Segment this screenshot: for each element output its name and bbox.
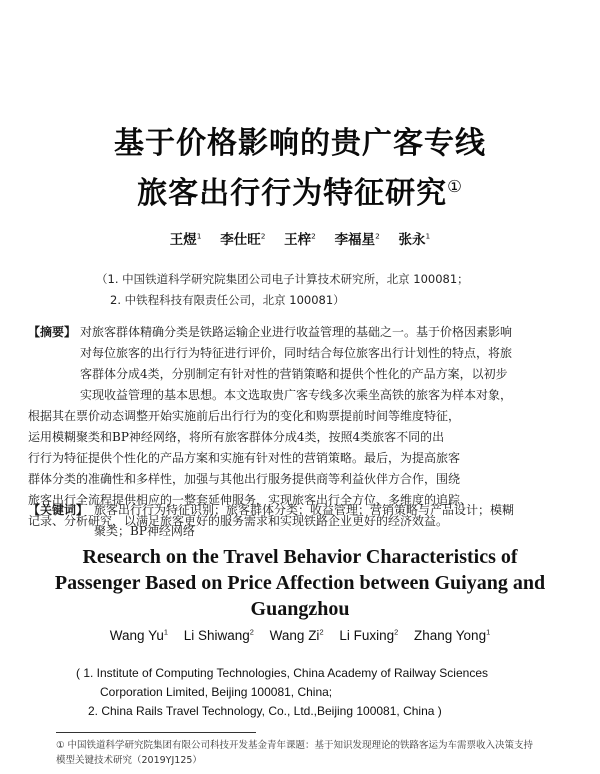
author-en: Li Shiwang$^2$ — [183, 627, 254, 643]
abstract-line: 行行为特征提供个性化的产品方案和实施有针对性的营销策略。最后，为提高旅客 — [28, 451, 461, 465]
title-en-line1: Research on the Travel Behavior Characteristics of — [82, 546, 518, 568]
author-en: Wang Zi$^2$ — [269, 627, 324, 643]
affiliations-en — [76, 664, 576, 721]
author-cn: 李仕旺$^2$ — [220, 231, 266, 248]
authors-en — [0, 627, 600, 643]
affiliation-cn-1: （1. 中国铁道科学研究院集团公司电子计算技术研究所，北京 100081； — [96, 272, 469, 286]
title-en-line3: Guangzhou — [250, 598, 350, 620]
keywords-label: 【关键词】 — [28, 503, 89, 517]
footnote-line1: ① 中国铁道科学研究院集团有限公司科技开发基金青年课题：基于知识发现理论的铁路客运为车需票收入决策支持 — [56, 740, 534, 751]
author-en: Zhang Yong$^1$ — [414, 627, 491, 643]
title-footnote-marker: ① — [447, 177, 463, 196]
abstract-line: 对旅客群体精确分类是铁路运输企业进行收益管理的基础之一。基于价格因素影响 — [80, 325, 513, 339]
footnote — [56, 738, 576, 768]
affiliation-en-1: ( 1. Institute of Computing Technologies, China Academy of Railway Sciences — [76, 666, 488, 680]
abstract-line: 根据其在票价动态调整开始实施前后出行行为的变化和购票提前时间等维度特征， — [28, 409, 461, 423]
keywords-line: 聚类；BP神经网络 — [94, 524, 195, 538]
footnote-divider — [56, 732, 256, 733]
affiliation-en-2: 2. China Rails Travel Technology, Co., Ltd.,Beijing 100081, China ) — [88, 704, 442, 718]
title-cn-line2: 旅客出行行为特征研究① — [137, 176, 463, 211]
author-en: Wang Yu$^1$ — [109, 627, 168, 643]
title-cn-line1: 基于价格影响的贵广客专线 — [114, 126, 486, 161]
keywords — [28, 500, 576, 542]
title-en-line2: Passenger Based on Price Affection between Guiyang and — [54, 572, 546, 594]
author-cn: 张永$^1$ — [398, 231, 431, 248]
title-en — [20, 544, 580, 622]
abstract-line: 对每位旅客的出行行为特征进行评价，同时结合每位旅客出行计划性的特点，将旅 — [80, 346, 513, 360]
author-cn: 李福星$^2$ — [334, 231, 380, 248]
abstract-line: 记录、分析研究，以满足旅客更好的服务需求和实现铁路企业更好的经济效益。 — [28, 514, 449, 528]
abstract-line: 客群体分成4类，分别制定有针对性的营销策略和提供个性化的产品方案，以初步 — [80, 367, 508, 381]
abstract-label: 【摘要】 — [28, 325, 77, 339]
abstract-line: 群体分类的准确性和多样性，加强与其他出行服务提供商等利益伙伴方合作，围绕 — [28, 472, 461, 486]
affiliation-en-1-cont: Corporation Limited, Beijing 100081, China; — [100, 685, 333, 699]
abstract-line: 实现收益管理的基本思想。本文选取贵广客专线多次乘坐高铁的旅客为样本对象， — [80, 388, 513, 402]
abstract-line: 运用模糊聚类和BP神经网络，将所有旅客群体分成4类，按照4类旅客不同的出 — [28, 430, 445, 444]
author-cn: 王煜$^1$ — [169, 231, 202, 248]
affiliation-cn-2: 2. 中铁程科技有限责任公司，北京 100081） — [110, 293, 345, 307]
author-cn: 王梓$^2$ — [284, 231, 316, 248]
author-en: Li Fuxing$^2$ — [339, 627, 399, 643]
abstract-line: 旅客出行全流程提供相应的一整套延伸服务，实现旅客出行全方位、多维度的追踪、 — [28, 493, 473, 507]
footnote-line2: 模型关键技术研究（2019YJ125） — [56, 755, 202, 766]
authors-cn — [0, 228, 600, 248]
keywords-line: 旅客出行行为特征识别；旅客群体分类；收益管理；营销策略与产品设计；模糊 — [94, 503, 515, 517]
